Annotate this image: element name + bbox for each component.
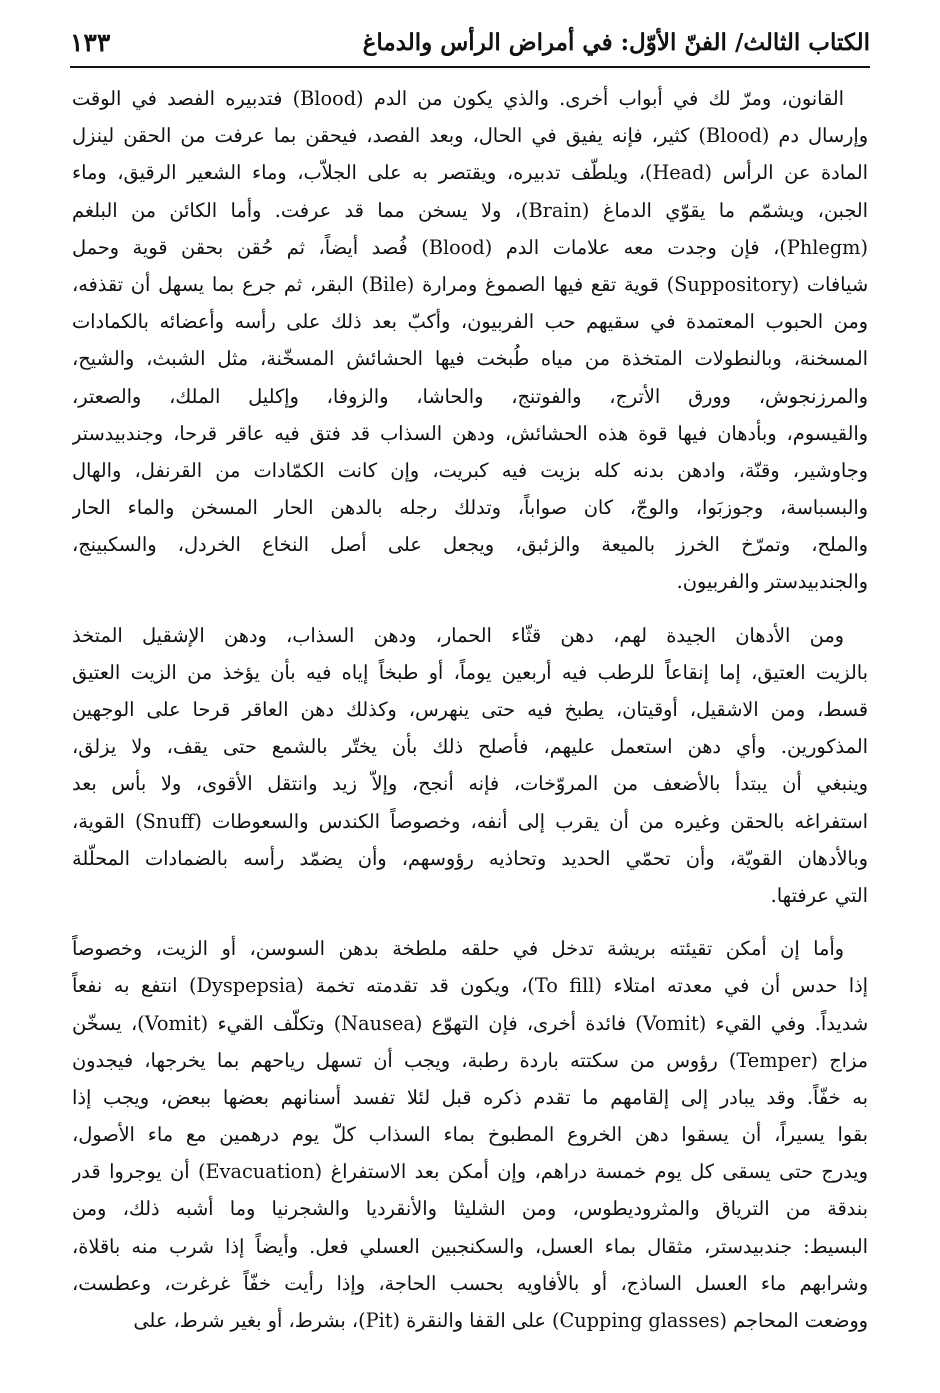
text-line: بالزيت العتيق، إما إنقاعاً للرطب فيه أربعين يوماً، أو طبخاً إياه فيه بأن يؤخذ من الزيت العتيق xyxy=(72,660,868,684)
text-line: والملح، وتمرّخ الخرز بالميعة والزئبق، ويجعل على أصل النخاع الخردل، والسكبينج، xyxy=(72,533,868,557)
paragraph xyxy=(72,617,868,915)
paragraph xyxy=(72,930,868,1339)
text-line: وبالأدهان القويّة، وأن تحمّي الحديد وتحاذيه رؤوسهم، وأن يضمّد رأسه بالضمادات المحلّلة xyxy=(72,846,868,870)
text-line: بقوا يسيراً، أن يسقوا دهن الخروع المطبوخ بماء السذاب كلّ يوم درهمين مع ماء الأصول، xyxy=(72,1123,868,1147)
paragraph-gap xyxy=(72,601,868,617)
text-line: المسخنة، وبالنطولات المتخذة من مياه طُبخت فيها الحشائش المسخّنة، مثل الشبث، والشيح، xyxy=(72,347,868,371)
text-line: القانون، ومرّ لك في أبواب أخرى. والذي يكون من الدم (Blood) فتدبيره الفصد في الوقت xyxy=(72,87,845,110)
running-header xyxy=(70,20,870,68)
body-text xyxy=(72,80,868,1339)
text-line: شديداً. وفي القيء (Vomit) فائدة أخرى، فإن التهوّع (Nausea) وتكلّف القيء (Vomit)، يسخّن xyxy=(72,1011,868,1035)
text-line: إذا حدس أن في معدته امتلاء (To fill)، ويكون قد تقدمته تخمة (Dyspepsia) انتفع به نفعاً xyxy=(72,974,868,998)
text-line: ومن الأدهان الجيدة لهم، دهن قثّاء الحمار، ودهن السذاب، ودهن الإشقيل المتخذ xyxy=(72,623,844,647)
text-line: وأما إن أمكن تقيئته بريشة تدخل في حلقه ملطخة بدهن السوسن، أو الزيت، وخصوصاً xyxy=(72,937,844,961)
text-line: وإرسال دم (Blood) كثير، فإنه يفيق في الحال، وبعد الفصد، فيحقن بما عرفت من الحقن لينزل xyxy=(72,124,868,148)
text-line: (Phlegm)، فإن وجدت معه علامات الدم (Blood) فُصد أيضاً، ثم حُقن بحقن قوية وحمل xyxy=(72,235,868,259)
text-line: المذكورين. وأي دهن استعمل عليهم، فأصلح ذلك بأن يختّر بالشمع حتى يقف، ولا يزلق، xyxy=(72,735,868,759)
text-line: والبسباسة، وجوزبَوا، والوجّ، كان صواباً، وتدلك رجله بالدهن الحار المسخن والماء الحار xyxy=(72,496,868,520)
text-line: وجاوشير، وقنّة، وادهن بدنه كله بزيت فيه كبريت، وإن كانت الكمّادات من القرنفل، والهال xyxy=(72,458,868,482)
text-line: البسيط: جندبيدستر، مثقال بماء العسل، والسكنجبين العسلي فعل. وأيضاً إذا شرب منه باقلاة، xyxy=(72,1234,868,1258)
text-line: المادة عن الرأس (Head)، ويلطّف تدبيره، ويقتصر به على الجلاّب، وماء الشعير الرقيق، وماء xyxy=(72,161,868,185)
text-line: والقيسوم، وبأدهان فيها قوة هذه الحشائش، ودهن السذاب قد فتق فيه عاقر قرحا، وجندبيدستر xyxy=(72,421,868,445)
text-line: به خفّاً. وقد يبادر إلى إلقامهم ما تقدم ذكره قبل لئلا تفسد أسنانهم بعضها ببعض، ويجب إذا xyxy=(72,1085,868,1109)
text-line: والمرزنجوش، وورق الأترج، والفوتنج، والحاشا، والزوفا، وإكليل الملك، والصعتر، xyxy=(72,384,868,408)
paragraph-gap xyxy=(72,914,868,930)
text-line: التي عرفتها. xyxy=(770,883,868,907)
text-line: شيافات (Suppository) قوية تقع فيها الصموغ ومرارة (Bile) البقر، ثم جرع بما يسهل أن تقذفه، xyxy=(72,272,868,296)
text-line: والجندبيدستر والفربيون. xyxy=(676,570,868,594)
text-line: وشرابهم ماء العسل الساذج، أو بالأفاويه بحسب الحاجة، وإذا رأيت خفّاً غرغرت، وعطست، xyxy=(72,1271,868,1295)
text-line: وينبغي أن يبتدأ بالأضعف من المروّخات، فإنه أنجح، وإلاّ زيد وانتقل الأقوى، ولا بأس بعد xyxy=(72,772,868,796)
text-line: الجبن، ويشمّم ما يقوّي الدماغ (Brain)، ولا يسخن مما قد عرفت. وأما الكائن من البلغم xyxy=(72,198,868,222)
paragraph xyxy=(72,80,868,601)
text-line: مزاج (Temper) رؤوس من سكتته باردة رطبة، ويجب أن تسهل رياحهم بما يخرجها، فيجدون xyxy=(72,1048,868,1072)
text-line: بندقة من الترياق والمثروديطوس، ومن الشليثا والأنقرديا والشجرنيا وما أشبه ذلك، ومن xyxy=(72,1197,868,1221)
text-line: استفراغه بالحقن وغيره من أن يقرب إلى أنفه، وخصوصاً الكندس والسعوطات (Snuff) القوية، xyxy=(72,809,868,833)
text-line: ومن الحبوب المعتمدة في سقيهم حب الفربيون، وأكبّ بعد ذلك على رأسه وأعضائه بالكمادات xyxy=(72,310,868,334)
text-line: ووضعت المحاجم (Cupping glasses) على القفا والنقرة (Pit)، بشرط، أو بغير شرط، على xyxy=(133,1309,868,1332)
chapter-title: الكتاب الثالث/ الفنّ الأوّل: في أمراض الرأس والدماغ xyxy=(362,29,870,56)
text-line: ويدرج حتى يسقى كل يوم خمسة دراهم، وإن أمكن بعد الاستفراغ (Evacuation) أن يوجروا قدر xyxy=(72,1160,868,1184)
text-line: قسط، ومن الاشقيل، أوقيتان، يطبخ فيه حتى ينهرس، وكذلك دهن العاقر قرحا على الوجهين xyxy=(72,698,868,721)
page-number: ١٣٣ xyxy=(70,28,111,57)
